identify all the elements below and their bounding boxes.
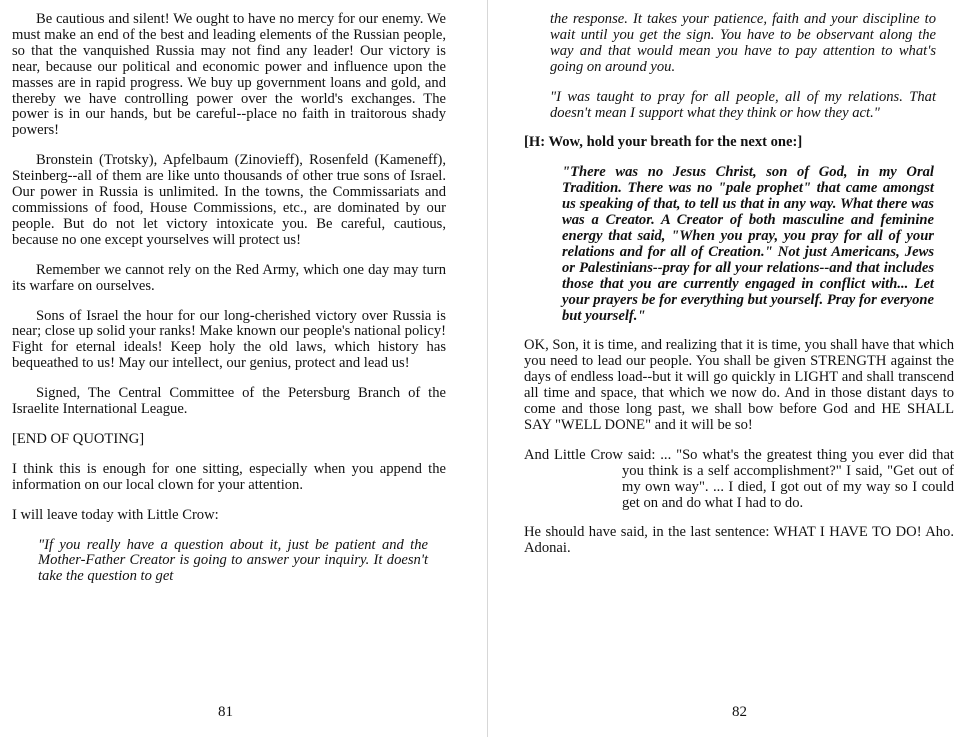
paragraph: Be cautious and silent! We ought to have no mercy for our enemy. We must make an end of the best and leading elements of the Russian people, so that the vanquished Russia may not find any leader! Our victory is near, because our political and economic power and influence upon the masses are in rapid progress. We buy up government loans and gold, and thereby we have controlling power over the world's exchanges. The power is in our hands, but be careful--place no faith in traitorous shady powers! (12, 11, 446, 139)
bold-italic-quote: "There was no Jesus Christ, son of God, in my Oral Tradition. There was no "pale prophet" that came amongst us speaking of that, to tell us that in any way. What there was was a Creator. A Creator of both masculine and feminine energy that said, "When you pray, you pray for all of your relations and for all of Creation." Not just Americans, Jews or Palestinians--pray for all your relations--and that includes those that you are currently engaged in conflict with... Let your prayers be for everything but yourself. Pray for everyone but yourself." (562, 164, 934, 324)
paragraph: Bronstein (Trotsky), Apfelbaum (Zinovieff), Rosenfeld (Kameneff), Steinberg--all of them are like unto thousands of other true sons of Israel. Our power in Russia is unlimited. In the towns, the Commissariats and commissions of food, House Commissions, etc., are dominated by our people. But do not let victory intoxicate you. Be careful, cautious, because no one except yourselves will protect us! (12, 152, 446, 248)
page-number: 81 (218, 704, 233, 720)
paragraph: OK, Son, it is time, and realizing that it is time, you shall have that which you need to lead our people. You shall be given STRENGTH against the days of endless load--but it will go quickly in LIGHT and shall transcend all time and space, that which we now do. And in those distant days to come and those long past, we shall bow before God and HE SHALL SAY "WELL DONE" and it will be so! (524, 337, 954, 433)
paragraph: Sons of Israel the hour for our long-cherished victory over Russia is near; close up solid your ranks! Make known our people's national policy! Fight for eternal ideals! Keep holy the old laws, which history has bequeathed to us! May our intellect, our genius, protect and lead us! (12, 307, 446, 372)
page-number: 82 (732, 704, 747, 720)
italic-quote: "I was taught to pray for all people, all of my relations. That doesn't mean I support what they think or how they act." (550, 88, 936, 121)
italic-quote: "If you really have a question about it, just be patient and the Mother-Father Creator is going to answer your inquiry. It doesn't take the question to get (38, 536, 428, 585)
paragraph: Remember we cannot rely on the Red Army, which one day may turn its warfare on ourselves. (12, 261, 446, 294)
editor-note: [H: Wow, hold your breath for the next one:] (524, 134, 803, 151)
paragraph: [END OF QUOTING] (12, 430, 145, 447)
paragraph: And Little Crow said: ... "So what's the greatest thing you ever did that you think is a self accomplishment?" I said, "Get out of my own way". ... I died, I got out of my way so I could get on and do what I had to do. (524, 446, 954, 511)
paragraph: Signed, The Central Committee of the Petersburg Branch of the Israelite International League. (12, 385, 446, 418)
paragraph: He should have said, in the last sentence: WHAT I HAVE TO DO! Aho. Adonai. (524, 524, 954, 557)
page-gutter (487, 0, 488, 737)
left-page (12, 12, 446, 599)
paragraph: I will leave today with Little Crow: (12, 506, 219, 523)
right-page (524, 12, 954, 571)
italic-quote: the response. It takes your patience, faith and your discipline to wait until you get the sign. You have to be observant along the way and that would mean you have to pay attention to what's going on around you. (550, 11, 936, 75)
paragraph: I think this is enough for one sitting, especially when you append the information on our local clown for your attention. (12, 460, 446, 493)
